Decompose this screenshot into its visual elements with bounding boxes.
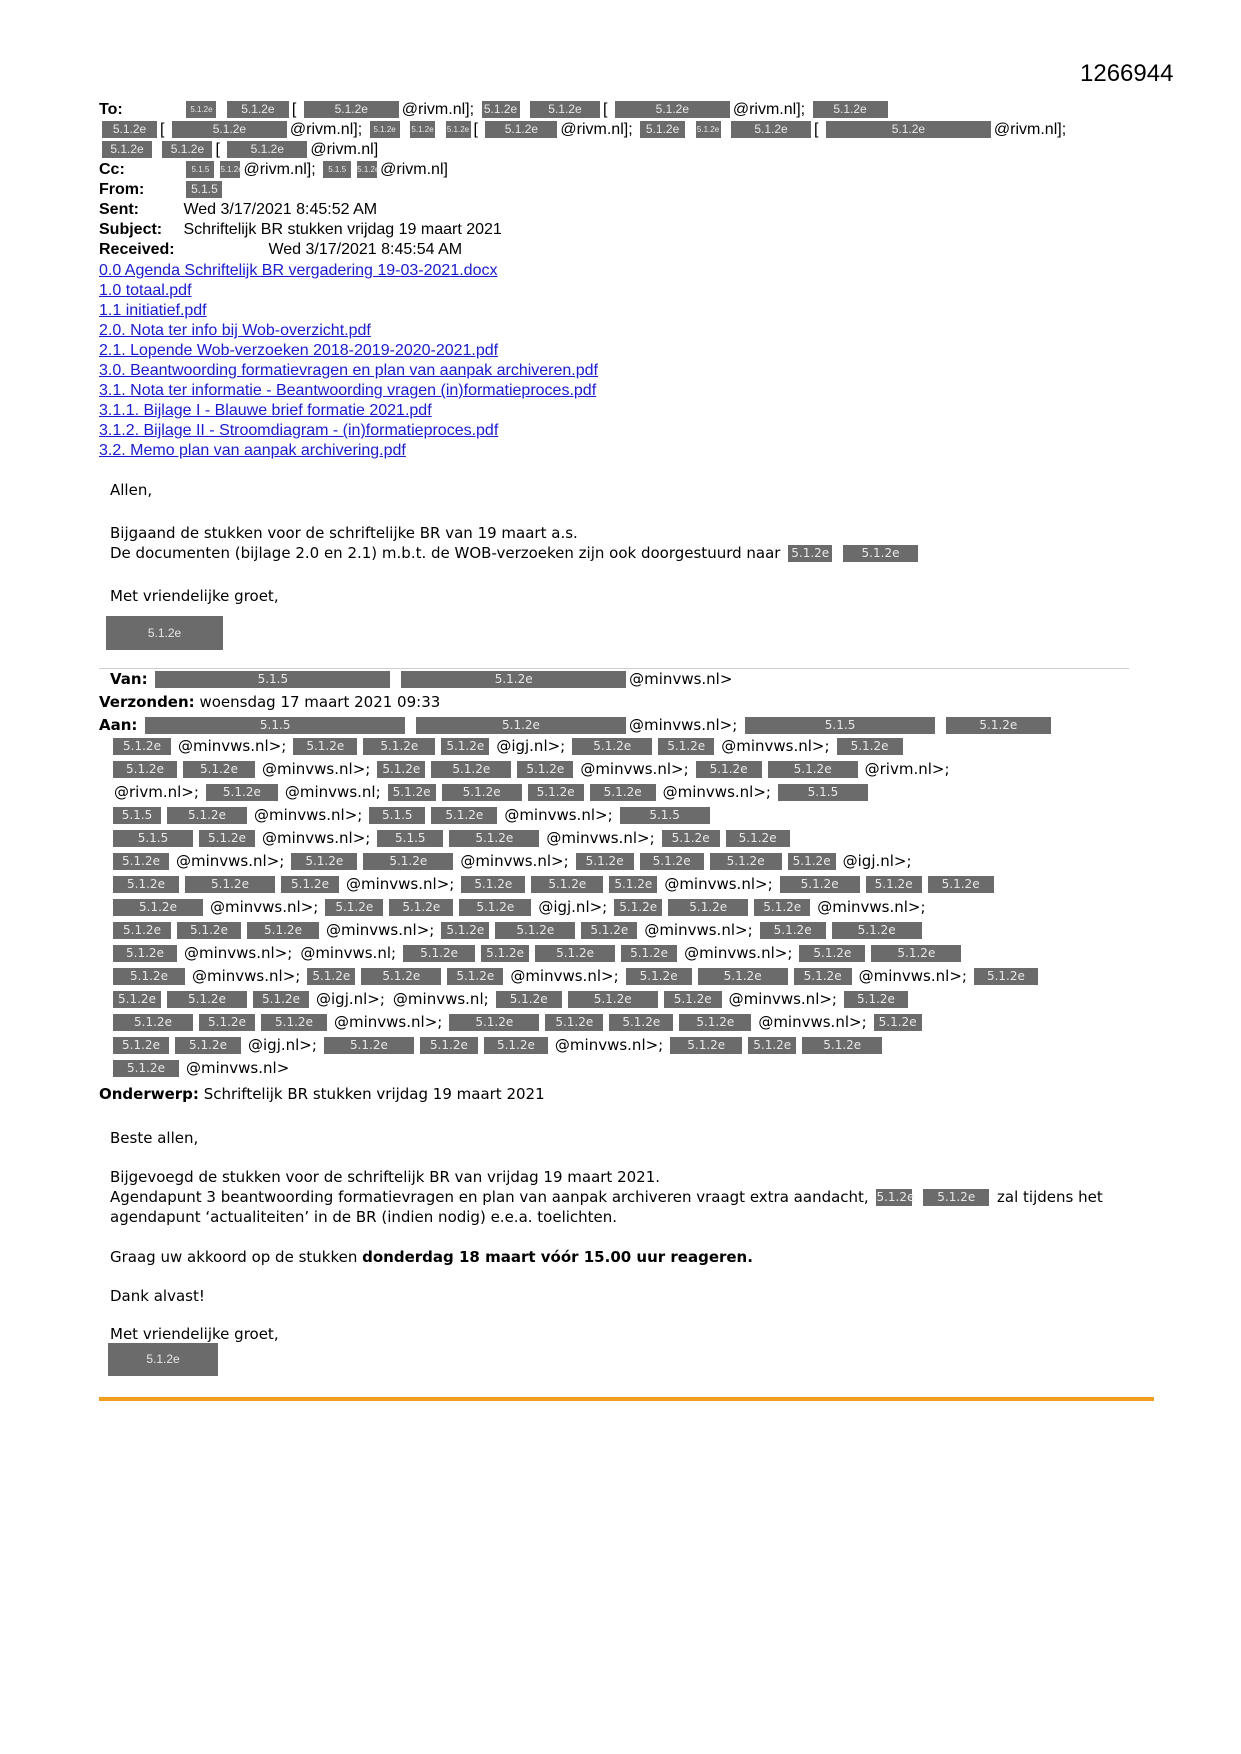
recipient-row (110, 806, 713, 829)
from-label: From: (99, 181, 145, 198)
redaction: 5.1.2e (261, 1014, 327, 1031)
redaction: 5.1.2e (662, 830, 720, 847)
redaction: 5.1.2e (876, 1190, 915, 1204)
email-domain: @minvws.nl>; (210, 898, 319, 916)
redaction: 5.1.2e (866, 876, 922, 893)
redaction: 5.1.2e (609, 876, 657, 893)
email-domain: @igj.nl>; (316, 990, 385, 1008)
redaction: 5.1.2e (832, 922, 922, 939)
email-domain: @rivm.nl>; (864, 760, 950, 778)
recipient-row (110, 852, 916, 875)
redaction: 5.1.2e (388, 784, 436, 801)
recipient-row (110, 1013, 925, 1036)
redaction: 5.1.2e (696, 121, 721, 138)
redaction: 5.1.2e (545, 1014, 603, 1031)
redaction: 5.1.2e (113, 853, 169, 870)
email-domain: @rivm.nl]; (289, 121, 363, 138)
email-domain: @minvws.nl>; (728, 990, 837, 1008)
redaction: 5.1.2e (447, 968, 503, 985)
fwd-paragraph-3-text: Graag uw akkoord op de stukken (110, 1248, 363, 1266)
redaction: 5.1.2e (788, 545, 832, 562)
redaction: 5.1.2e (449, 1014, 539, 1031)
redaction: 5.1.2e (102, 141, 152, 158)
recipient-row (110, 921, 925, 944)
redaction: 5.1.2e (442, 784, 522, 801)
fwd-paragraph-2 (110, 1187, 1103, 1207)
redaction: 5.1.2e (590, 784, 656, 801)
redaction: 5.1.2e (416, 717, 626, 734)
redaction: 5.1.2e (923, 1189, 989, 1206)
onderwerp-line (99, 1083, 1134, 1106)
recipient-row (110, 760, 954, 783)
email-domain: @minvws.nl>; (662, 783, 771, 801)
redaction: 5.1.5 (145, 717, 405, 734)
email-domain: @minvws.nl>; (554, 1036, 664, 1054)
redaction: 5.1.2e (813, 101, 888, 118)
redaction: 5.1.2e (291, 853, 357, 870)
cc-line (99, 160, 1099, 180)
document-id: 1266944 (1080, 60, 1174, 87)
email-domain: @minvws.nl>; (254, 806, 363, 824)
recipient-row (110, 829, 793, 852)
redaction: 5.1.2e (621, 945, 677, 962)
redaction: 5.1.2e (370, 121, 400, 138)
redaction: 5.1.2e (581, 922, 637, 939)
verzonden-label: Verzonden: (99, 693, 195, 711)
redaction: 5.1.2e (794, 968, 852, 985)
redaction: 5.1.2e (363, 853, 453, 870)
attachment-link[interactable]: 1.0 totaal.pdf (99, 282, 192, 299)
sent-line (99, 200, 1099, 220)
redaction: 5.1.2e (726, 830, 790, 847)
subject-line (99, 220, 1099, 240)
redaction: 5.1.2e (843, 545, 918, 562)
redaction: 5.1.2e (113, 991, 161, 1008)
redaction: 5.1.2e (679, 1014, 751, 1031)
received-label: Received: (99, 241, 175, 258)
redaction: 5.1.2e (227, 101, 289, 118)
redaction: 5.1.2e (199, 830, 255, 847)
redaction: 5.1.2e (410, 121, 435, 138)
recipient-row (110, 783, 871, 806)
to-line-3: 5.1.2e 5.1.2e [ 5.1.2e @rivm.nl] (99, 140, 1099, 160)
email-domain: @rivm.nl] (310, 141, 379, 158)
redaction: 5.1.2e (441, 922, 489, 939)
redaction: 5.1.2e (307, 968, 355, 985)
attachment-link[interactable]: 3.1.2. Bijlage II - Stroomdiagram - (in)formatieproces.pdf (99, 422, 499, 439)
redaction: 5.1.2e (748, 1037, 796, 1054)
redaction: 5.1.2e (183, 761, 255, 778)
fwd-paragraph-1: Bijgevoegd de stukken voor de schriftelijk BR van vrijdag 19 maart 2021. (110, 1168, 661, 1186)
email-domain: @minvws.nl; (392, 990, 489, 1008)
redaction: 5.1.2e (102, 121, 157, 138)
redaction: 5.1.2e (482, 101, 520, 118)
redaction: 5.1.2e (495, 922, 575, 939)
message-line-1: Bijgaand de stukken voor de schriftelijke BR van 19 maart a.s. (110, 524, 578, 542)
onderwerp-label: Onderwerp: (99, 1085, 199, 1103)
redaction: 5.1.2e (172, 121, 287, 138)
received-value: Wed 3/17/2021 8:45:54 AM (268, 241, 463, 258)
redaction: 5.1.2e (928, 876, 994, 893)
attachment-link[interactable]: 3.1.1. Bijlage I - Blauwe brief formatie 2021.pdf (99, 402, 432, 419)
message-closing: Met vriendelijke groet, (110, 587, 279, 605)
recipient-row (110, 944, 964, 967)
redaction: 5.1.2e (363, 738, 435, 755)
redaction: 5.1.2e (496, 991, 562, 1008)
redaction: 5.1.2e (281, 876, 339, 893)
recipient-row (110, 875, 997, 898)
redaction: 5.1.2e (535, 945, 615, 962)
fwd-greeting: Beste allen, (110, 1129, 199, 1147)
redaction: 5.1.5 (113, 830, 193, 847)
redaction: 5.1.5 (377, 830, 443, 847)
redaction: 5.1.2e (626, 968, 692, 985)
redaction: 5.1.2e (113, 738, 171, 755)
email-domain: @minvws.nl>; (858, 967, 967, 985)
recipient-row (110, 990, 911, 1013)
redaction: 5.1.2e (780, 876, 860, 893)
email-domain: @rivm.nl] (380, 161, 448, 178)
email-domain: @minvws.nl>; (192, 967, 301, 985)
redaction: 5.1.2e (357, 161, 377, 178)
redaction: 5.1.2e (431, 807, 497, 824)
email-domain: @igj.nl>; (496, 737, 566, 755)
redaction: 5.1.2e (531, 876, 603, 893)
attachment-link[interactable]: 2.1. Lopende Wob-verzoeken 2018-2019-2020-2021.pdf (99, 342, 499, 359)
redaction: 5.1.2e (461, 876, 525, 893)
redaction: 5.1.2e (389, 899, 453, 916)
redaction: 5.1.2e (640, 121, 685, 138)
redaction: 5.1.2e (401, 671, 626, 688)
attachment-link[interactable]: 3.0. Beantwoording formatievragen en plan van aanpak archiveren.pdf (99, 362, 598, 379)
van-label: Van: (110, 670, 148, 688)
email-domain: @rivm.nl]; (993, 121, 1067, 138)
redaction: 5.1.2e (696, 761, 762, 778)
redaction: 5.1.2e (293, 738, 357, 755)
redaction: 5.1.2e (517, 761, 573, 778)
redaction: 5.1.2e (614, 899, 662, 916)
redaction: 5.1.2e (227, 141, 307, 158)
redaction: 5.1.2e (247, 922, 319, 939)
redaction: 5.1.5 (113, 807, 161, 824)
to-line-1: To: 5.1.2e 5.1.2e [ 5.1.2e @rivm.nl]; 5.1.2e 5.1.2e [ 5.1.2e @rivm.nl]; 5.1.2e (99, 100, 1099, 120)
email-domain: @minvws.nl>; (758, 1013, 867, 1031)
email-domain: @minvws.nl>; (546, 829, 655, 847)
email-domain: @minvws.nl>; (504, 806, 613, 824)
message-line-2-text: De documenten (bijlage 2.0 en 2.1) m.b.t. de WOB-verzoeken zijn ook doorgestuurd naar (110, 544, 781, 562)
redaction: 5.1.2e (167, 991, 247, 1008)
attachment-link[interactable]: 2.0. Nota ter info bij Wob-overzicht.pdf (99, 322, 371, 339)
sent-label: Sent: (99, 201, 139, 218)
email-domain: @minvws.nl>; (460, 852, 569, 870)
redaction: 5.1.2e (403, 945, 475, 962)
recipient-row (110, 967, 1041, 990)
redaction: 5.1.2e (449, 830, 539, 847)
redaction: 5.1.2e (530, 101, 600, 118)
email-domain: @minvws.nl; (300, 944, 397, 962)
email-domain: @minvws.nl; (284, 783, 381, 801)
fwd-paragraph-2-text: Agendapunt 3 beantwoording formatievragen en plan van aanpak archiveren vraagt extra aandacht, (110, 1188, 869, 1206)
recipient-row (110, 1059, 293, 1082)
redaction: 5.1.2e (162, 141, 212, 158)
redaction: 5.1.2e (670, 1037, 742, 1054)
redaction: 5.1.5 (323, 161, 351, 178)
redaction: 5.1.2e (788, 853, 836, 870)
fwd-paragraph-2-cont: agendapunt ‘actualiteiten’ in de BR (indien nodig) e.e.a. toelichten. (110, 1208, 618, 1226)
email-domain: @rivm.nl]; (243, 161, 316, 178)
email-domain: @igj.nl>; (842, 852, 912, 870)
redaction: 5.1.2e (609, 1014, 673, 1031)
redaction: 5.1.2e (113, 1060, 179, 1077)
redaction: 5.1.2e (844, 991, 908, 1008)
redaction: 5.1.2e (431, 761, 511, 778)
redaction: 5.1.2e (113, 899, 203, 916)
email-domain: @igj.nl>; (538, 898, 608, 916)
aan-label: Aan: (99, 716, 138, 734)
subject-value: Schriftelijk BR stukken vrijdag 19 maart 2021 (183, 221, 502, 238)
redaction: 5.1.5 (186, 181, 222, 198)
recipient-row (110, 1036, 885, 1059)
email-domain: @minvws.nl>; (721, 737, 830, 755)
email-domain: @minvws.nl>; (664, 875, 773, 893)
email-domain: @minvws.nl>; (334, 1013, 443, 1031)
redaction: 5.1.2e (325, 899, 383, 916)
redaction: 5.1.2e (799, 945, 865, 962)
email-domain: @minvws.nl>; (510, 967, 619, 985)
redaction: 5.1.2e (658, 738, 714, 755)
redaction: 5.1.2e (304, 101, 399, 118)
recipient-row (110, 898, 930, 921)
email-domain: @minvws.nl>; (326, 921, 435, 939)
email-domain: @minvws.nl>; (644, 921, 753, 939)
redaction: 5.1.2e (113, 922, 171, 939)
email-domain: @minvws.nl>; (262, 829, 371, 847)
redaction: 5.1.5 (155, 671, 390, 688)
attachment-list (99, 261, 598, 461)
redaction: 5.1.2e (206, 784, 278, 801)
redaction: 5.1.2e (837, 738, 903, 755)
redaction: 5.1.2e (459, 899, 531, 916)
fwd-signature-redaction: 5.1.2e (108, 1343, 218, 1376)
email-domain: @minvws.nl> (186, 1059, 290, 1077)
to-line-2: 5.1.2e [ 5.1.2e @rivm.nl]; 5.1.2e 5.1.2e 5.1.2e [ 5.1.2e @rivm.nl]; 5.1.2e 5.1.2e 5.1.2e [ 5.1.2e @rivm.nl]; (99, 120, 1099, 140)
redaction: 5.1.2e (826, 121, 991, 138)
to-label: To: (99, 101, 123, 118)
email-domain: @minvws.nl>; (178, 737, 287, 755)
redaction: 5.1.2e (220, 161, 240, 178)
redaction: 5.1.5 (369, 807, 425, 824)
van-line (110, 668, 1145, 691)
redaction: 5.1.2e (946, 717, 1051, 734)
redaction: 5.1.2e (768, 761, 858, 778)
signature-redaction: 5.1.2e (106, 616, 223, 650)
redaction: 5.1.2e (640, 853, 704, 870)
redaction: 5.1.5 (620, 807, 710, 824)
attachment-link[interactable]: 0.0 Agenda Schriftelijk BR vergadering 19-03-2021.docx (99, 262, 498, 279)
redaction: 5.1.2e (199, 1014, 255, 1031)
footer-rule (99, 1397, 1154, 1401)
attachment-link[interactable]: 3.1. Nota ter informatie - Beantwoording vragen (in)formatieproces.pdf (99, 382, 597, 399)
redaction: 5.1.2e (871, 945, 961, 962)
redaction: 5.1.2e (731, 121, 811, 138)
onderwerp-value: Schriftelijk BR stukken vrijdag 19 maart 2021 (203, 1085, 545, 1103)
fwd-paragraph-3 (110, 1247, 753, 1267)
email-domain: @igj.nl>; (248, 1036, 317, 1054)
redaction: 5.1.2e (664, 991, 722, 1008)
redaction: 5.1.2e (324, 1037, 414, 1054)
redaction: 5.1.2e (113, 945, 177, 962)
redaction: 5.1.2e (754, 899, 810, 916)
redaction: 5.1.5 (778, 784, 868, 801)
email-domain: @rivm.nl]; (732, 101, 806, 118)
attachment-link[interactable]: 3.2. Memo plan van aanpak archivering.pdf (99, 442, 406, 459)
redaction: 5.1.2e (113, 1037, 169, 1054)
recipient-row (110, 737, 906, 760)
sent-value: Wed 3/17/2021 8:45:52 AM (183, 201, 378, 218)
redaction: 5.1.2e (186, 101, 216, 118)
message-line-2 (110, 543, 921, 563)
redaction: 5.1.2e (484, 1037, 548, 1054)
redaction: 5.1.2e (572, 738, 652, 755)
redaction: 5.1.2e (185, 876, 275, 893)
from-line (99, 180, 1099, 200)
subject-label: Subject: (99, 221, 163, 238)
received-line (99, 240, 1099, 260)
email-domain: @minvws.nl>; (580, 760, 689, 778)
redaction: 5.1.2e (974, 968, 1038, 985)
verzonden-value: woensdag 17 maart 2021 09:33 (199, 693, 441, 711)
redaction: 5.1.2e (481, 945, 529, 962)
redaction: 5.1.2e (377, 761, 425, 778)
redaction: 5.1.2e (361, 968, 441, 985)
email-domain: @rivm.nl]; (560, 121, 633, 138)
redaction: 5.1.2e (528, 784, 584, 801)
redaction: 5.1.2e (698, 968, 788, 985)
redaction: 5.1.2e (710, 853, 782, 870)
redaction: 5.1.2e (175, 1037, 241, 1054)
redaction: 5.1.2e (760, 922, 826, 939)
redaction: 5.1.2e (113, 761, 177, 778)
email-domain: @minvws.nl>; (346, 875, 455, 893)
email-domain: @minvws.nl>; (184, 944, 293, 962)
fwd-paragraph-2-tail: zal tijdens het (997, 1188, 1103, 1206)
redaction: 5.1.2e (113, 876, 179, 893)
redaction: 5.1.2e (167, 807, 247, 824)
redaction: 5.1.5 (186, 161, 214, 178)
email-domain: @minvws.nl>; (176, 852, 285, 870)
redaction: 5.1.2e (802, 1037, 882, 1054)
redaction: 5.1.2e (576, 853, 634, 870)
email-domain: @rivm.nl>; (114, 783, 199, 801)
redaction: 5.1.2e (253, 991, 309, 1008)
redaction: 5.1.2e (113, 968, 185, 985)
redaction: 5.1.2e (568, 991, 658, 1008)
redaction: 5.1.2e (177, 922, 241, 939)
verzonden-line (99, 691, 1134, 714)
redaction: 5.1.2e (441, 738, 489, 755)
email-domain: @rivm.nl]; (401, 101, 475, 118)
message-greeting: Allen, (110, 481, 153, 499)
fwd-thanks: Dank alvast! (110, 1287, 205, 1305)
redaction: 5.1.5 (745, 717, 935, 734)
deadline: donderdag 18 maart vóór 15.00 uur reageren. (362, 1248, 753, 1266)
attachment-link[interactable]: 1.1 initiatief.pdf (99, 302, 207, 319)
van-email: @minvws.nl> (629, 670, 733, 688)
redaction: 5.1.2e (113, 1014, 193, 1031)
redaction: 5.1.2e (485, 121, 557, 138)
redaction: 5.1.2e (668, 899, 748, 916)
aan-line: Aan: 5.1.5 5.1.2e @minvws.nl>; 5.1.5 5.1.2e (99, 714, 1134, 737)
redaction: 5.1.2e (874, 1014, 922, 1031)
email-domain: @minvws.nl>; (262, 760, 371, 778)
email-domain: @minvws.nl>; (817, 898, 926, 916)
redaction: 5.1.2e (446, 121, 471, 138)
email-domain: @minvws.nl>; (684, 944, 793, 962)
redaction: 5.1.2e (615, 101, 730, 118)
fwd-closing: Met vriendelijke groet, (110, 1325, 279, 1343)
cc-label: Cc: (99, 161, 125, 178)
redaction: 5.1.2e (420, 1037, 478, 1054)
